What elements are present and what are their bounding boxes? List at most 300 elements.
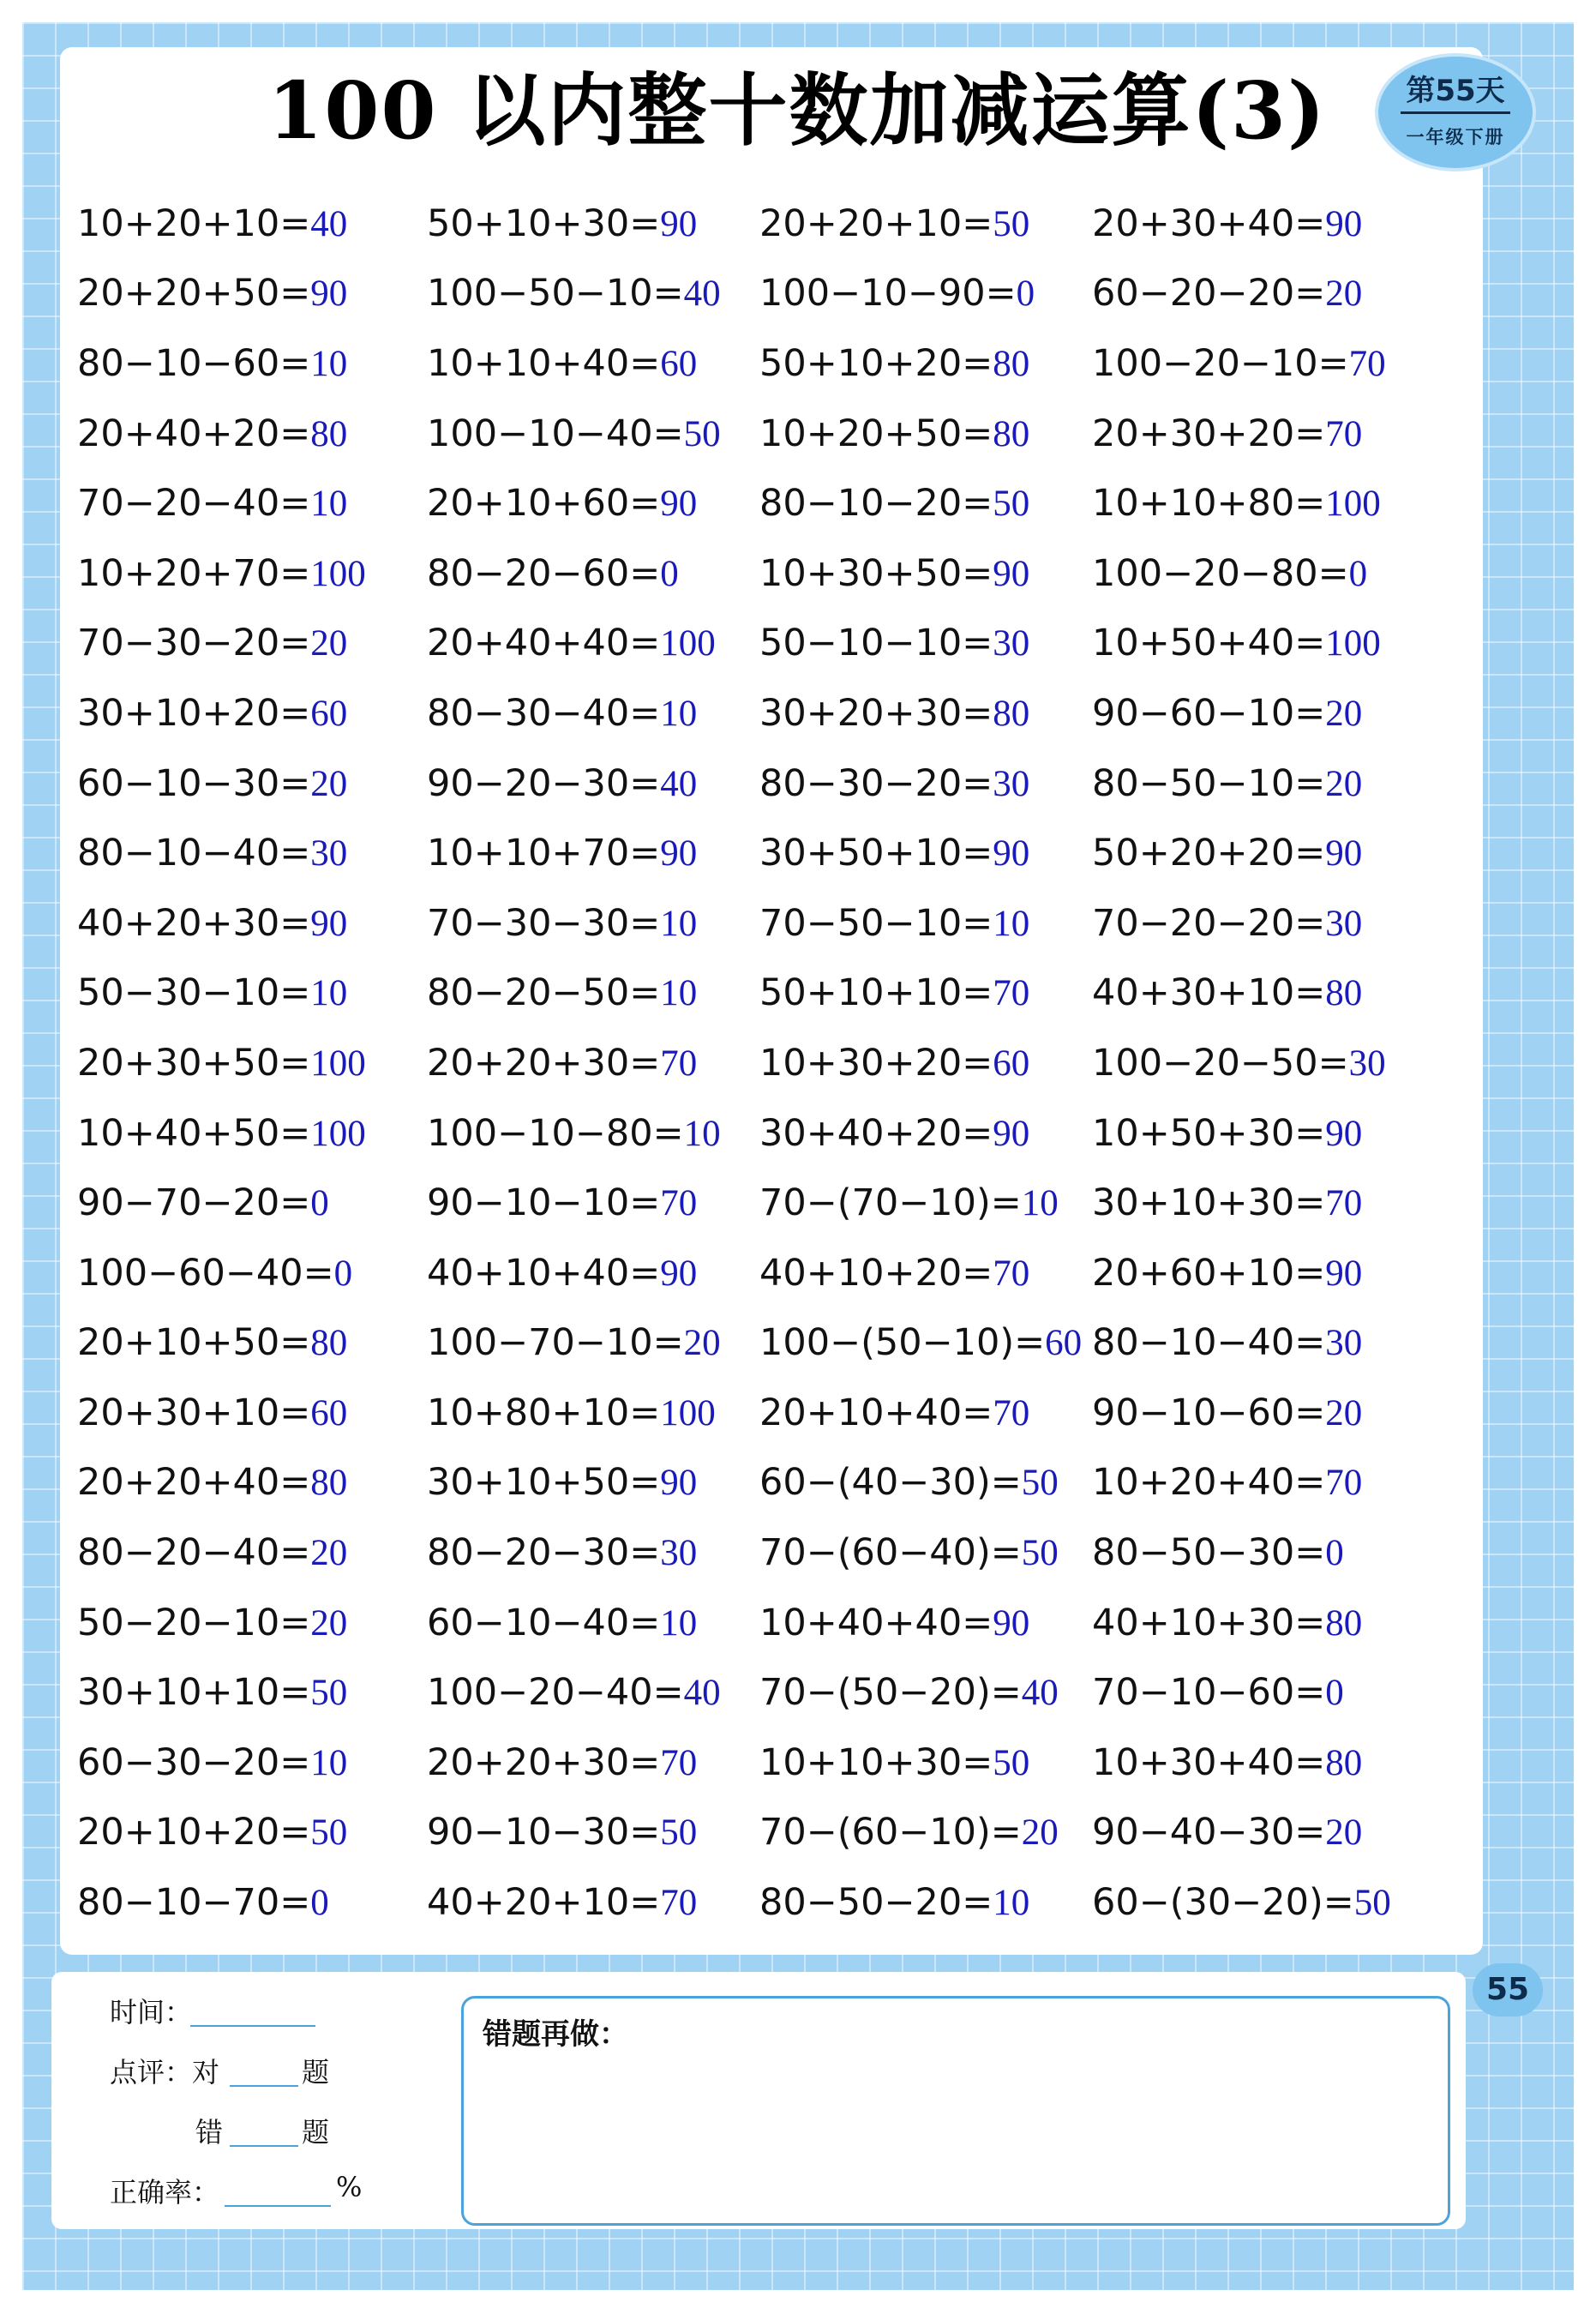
- problem-item: [427, 1741, 770, 1784]
- problem-expression: 10+30+20=: [759, 1041, 993, 1085]
- problem-item: [77, 412, 420, 455]
- problem-item: [759, 832, 1102, 875]
- problem-answer: 80: [310, 1463, 348, 1504]
- time-label: 时间：: [110, 1996, 193, 2029]
- problem-item: [427, 342, 770, 385]
- problem-answer: 80: [993, 413, 1030, 454]
- problem-item: [1092, 1321, 1435, 1364]
- problem-answer: 0: [1325, 1673, 1344, 1714]
- accuracy-label: 正确率：: [110, 2176, 220, 2209]
- problem-row: [77, 1728, 1449, 1798]
- problem-item: [77, 272, 420, 315]
- problem-expression: 30+50+10=: [759, 832, 993, 875]
- problem-answer: 80: [993, 343, 1030, 384]
- problem-answer: 60: [660, 343, 698, 384]
- problem-row: [77, 468, 1449, 538]
- problem-expression: 80−50−30=: [1092, 1531, 1326, 1575]
- problem-item: [77, 1042, 420, 1085]
- problem-expression: 10+40+50=: [77, 1111, 311, 1155]
- problem-answer: 70: [993, 1253, 1030, 1294]
- problem-item: [1092, 1252, 1435, 1295]
- problem-expression: 20+20+10=: [759, 201, 993, 245]
- problem-item: [77, 1461, 420, 1504]
- problem-answer: 0: [310, 1183, 329, 1224]
- problem-item: [77, 482, 420, 525]
- problem-expression: 90−10−60=: [1092, 1391, 1326, 1434]
- problem-answer: 50: [1021, 1533, 1059, 1574]
- problem-answer: 40: [660, 763, 698, 804]
- problem-item: [77, 692, 420, 735]
- problem-answer: 70: [660, 1883, 698, 1924]
- problem-expression: 80−20−60=: [427, 551, 661, 595]
- problem-answer: 90: [660, 1463, 698, 1504]
- problem-answer: 50: [1353, 1883, 1391, 1924]
- problem-expression: 30+20+30=: [759, 691, 993, 735]
- problem-item: [759, 692, 1102, 735]
- problem-answer: 30: [1325, 1323, 1363, 1364]
- problem-answer: 100: [310, 553, 366, 594]
- problem-item: [759, 902, 1102, 945]
- problem-item: [759, 1461, 1102, 1504]
- problem-answer: 20: [1325, 763, 1363, 804]
- problem-item: [77, 1741, 420, 1784]
- problem-expression: 100−(50−10)=: [759, 1321, 1046, 1365]
- problem-item: [1092, 1181, 1435, 1224]
- problem-grid: [77, 189, 1449, 1938]
- problem-item: [427, 202, 770, 245]
- problem-answer: 30: [660, 1533, 698, 1574]
- problem-item: [759, 342, 1102, 385]
- time-blank[interactable]: [190, 2025, 315, 2027]
- problem-item: [1092, 762, 1435, 805]
- problem-expression: 10+20+40=: [1092, 1461, 1326, 1505]
- problem-answer: 0: [1348, 553, 1368, 594]
- problem-expression: 100−10−40=: [427, 412, 684, 455]
- problem-expression: 50+10+30=: [427, 201, 661, 245]
- problem-expression: 70−(50−20)=: [759, 1671, 1022, 1715]
- problem-expression: 30+10+30=: [1092, 1181, 1326, 1225]
- problem-expression: 100−20−50=: [1092, 1041, 1349, 1085]
- problem-expression: 30+10+20=: [77, 691, 311, 735]
- problem-answer: 30: [993, 623, 1030, 664]
- problem-item: [759, 1391, 1102, 1434]
- problem-answer: 10: [660, 693, 698, 734]
- problem-answer: 10: [993, 903, 1030, 944]
- problem-answer: 0: [660, 553, 679, 594]
- problem-answer: 10: [660, 1602, 698, 1644]
- problem-answer: 50: [993, 203, 1030, 244]
- problem-item: [427, 1042, 770, 1085]
- problem-item: [759, 1602, 1102, 1644]
- problem-answer: 60: [310, 693, 348, 734]
- problem-item: [77, 1671, 420, 1714]
- problem-item: [1092, 1531, 1435, 1574]
- problem-answer: 30: [1325, 903, 1363, 944]
- problem-expression: 80−20−50=: [427, 971, 661, 1015]
- problem-answer: 100: [310, 1113, 366, 1154]
- problem-item: [427, 552, 770, 595]
- problem-item: [759, 1252, 1102, 1295]
- problem-item: [77, 202, 420, 245]
- problem-item: [759, 1112, 1102, 1155]
- problem-answer: 90: [310, 273, 348, 315]
- problem-item: [427, 1181, 770, 1224]
- problem-answer: 40: [683, 273, 721, 315]
- problem-answer: 70: [660, 1183, 698, 1224]
- problem-item: [759, 1741, 1102, 1784]
- problem-answer: 10: [310, 1742, 348, 1783]
- problem-answer: 20: [1325, 1392, 1363, 1433]
- problem-answer: 0: [1325, 1533, 1344, 1574]
- problem-expression: 70−(60−40)=: [759, 1531, 1022, 1575]
- problem-row: [77, 1798, 1449, 1868]
- wrong-unit: 题: [302, 2116, 330, 2149]
- wrong-label: 错: [195, 2116, 224, 2149]
- problem-item: [1092, 1461, 1435, 1504]
- problem-expression: 80−10−20=: [759, 482, 993, 526]
- problem-row: [77, 1098, 1449, 1169]
- problem-expression: 100−60−40=: [77, 1251, 334, 1295]
- problem-answer: 70: [993, 1392, 1030, 1433]
- problem-item: [759, 1881, 1102, 1924]
- review-label: 点评：对: [110, 2056, 220, 2089]
- problem-expression: 80−10−40=: [1092, 1321, 1326, 1365]
- problem-answer: 30: [310, 833, 348, 875]
- problem-item: [427, 272, 770, 315]
- problem-answer: 10: [660, 973, 698, 1014]
- problem-answer: 90: [660, 1253, 698, 1294]
- problem-answer: 10: [310, 343, 348, 384]
- problem-expression: 50+10+20=: [759, 341, 993, 385]
- problem-item: [1092, 1811, 1435, 1854]
- problem-item: [759, 1181, 1102, 1224]
- problem-item: [77, 971, 420, 1014]
- problem-row: [77, 609, 1449, 679]
- problem-row: [77, 1588, 1449, 1658]
- problem-expression: 20+30+10=: [77, 1391, 311, 1434]
- problem-item: [427, 482, 770, 525]
- problem-expression: 60−10−30=: [77, 761, 311, 805]
- problem-row: [77, 678, 1449, 748]
- problem-item: [427, 1531, 770, 1574]
- problem-expression: 40+20+10=: [427, 1881, 661, 1925]
- problem-item: [427, 1461, 770, 1504]
- problem-answer: 60: [310, 1392, 348, 1433]
- problem-answer: 90: [1325, 833, 1363, 875]
- problem-answer: 80: [1325, 973, 1363, 1014]
- problem-expression: 100−50−10=: [427, 272, 684, 316]
- problem-answer: 40: [310, 203, 348, 244]
- problem-answer: 70: [660, 1742, 698, 1783]
- problem-expression: 70−20−40=: [77, 482, 311, 526]
- problem-item: [1092, 1112, 1435, 1155]
- problem-answer: 50: [993, 1742, 1030, 1783]
- day-label: 第55天: [1406, 74, 1505, 108]
- problem-answer: 90: [660, 203, 698, 244]
- problem-item: [77, 622, 420, 664]
- problem-answer: 90: [993, 833, 1030, 875]
- problem-answer: 20: [310, 1533, 348, 1574]
- badge-divider: [1401, 111, 1510, 114]
- problem-expression: 70−30−20=: [77, 622, 311, 665]
- problem-expression: 80−30−20=: [759, 761, 993, 805]
- problem-answer: 80: [1325, 1742, 1363, 1783]
- problem-expression: 20+10+60=: [427, 482, 661, 526]
- problem-item: [427, 1252, 770, 1295]
- percent-sign: %: [336, 2171, 363, 2203]
- problem-expression: 90−40−30=: [1092, 1811, 1326, 1854]
- correct-unit: 题: [302, 2056, 330, 2089]
- grade-label: 一年级下册: [1406, 127, 1505, 147]
- problem-expression: 10+20+50=: [759, 412, 993, 455]
- problem-expression: 10+10+70=: [427, 832, 661, 875]
- problem-expression: 60−(40−30)=: [759, 1461, 1022, 1505]
- problem-answer: 20: [310, 1602, 348, 1644]
- problem-answer: 100: [310, 1043, 366, 1084]
- problem-expression: 10+80+10=: [427, 1391, 661, 1434]
- problem-answer: 20: [683, 1323, 721, 1364]
- problem-item: [427, 1811, 770, 1854]
- problem-item: [427, 1321, 770, 1364]
- problem-row: [77, 1657, 1449, 1728]
- problem-row: [77, 818, 1449, 888]
- problem-expression: 90−60−10=: [1092, 691, 1326, 735]
- problem-expression: 90−10−30=: [427, 1811, 661, 1854]
- problem-answer: 70: [1348, 343, 1386, 384]
- problem-item: [427, 902, 770, 945]
- problem-item: [1092, 1602, 1435, 1644]
- problem-expression: 50+10+10=: [759, 971, 993, 1015]
- accuracy-blank[interactable]: [225, 2205, 331, 2207]
- problem-item: [77, 902, 420, 945]
- problem-expression: 10+20+10=: [77, 201, 311, 245]
- problem-answer: 80: [1325, 1602, 1363, 1644]
- problem-item: [759, 971, 1102, 1014]
- problem-expression: 70−20−20=: [1092, 901, 1326, 945]
- problem-row: [77, 1378, 1449, 1448]
- problem-answer: 90: [993, 553, 1030, 594]
- problem-item: [759, 622, 1102, 664]
- problem-expression: 90−20−30=: [427, 761, 661, 805]
- problem-answer: 80: [310, 1323, 348, 1364]
- problem-expression: 20+30+40=: [1092, 201, 1326, 245]
- problem-item: [759, 272, 1102, 315]
- problem-item: [77, 1881, 420, 1924]
- problem-expression: 70−50−10=: [759, 901, 993, 945]
- problem-item: [77, 1811, 420, 1854]
- problem-answer: 10: [310, 484, 348, 525]
- problem-item: [427, 1112, 770, 1155]
- problem-item: [1092, 412, 1435, 455]
- problem-row: [77, 399, 1449, 469]
- problem-expression: 40+10+20=: [759, 1251, 993, 1295]
- problem-expression: 100−70−10=: [427, 1321, 684, 1365]
- problem-item: [77, 552, 420, 595]
- problem-expression: 20+10+50=: [77, 1321, 311, 1365]
- problem-expression: 60−20−20=: [1092, 272, 1326, 316]
- problem-answer: 20: [1325, 273, 1363, 315]
- problem-answer: 40: [1021, 1673, 1059, 1714]
- problem-answer: 20: [1021, 1812, 1059, 1854]
- problem-answer: 10: [683, 1113, 721, 1154]
- problem-expression: 50−30−10=: [77, 971, 311, 1015]
- problem-expression: 100−10−90=: [759, 272, 1017, 316]
- problem-answer: 10: [310, 973, 348, 1014]
- problem-expression: 10+50+40=: [1092, 622, 1326, 665]
- problem-expression: 50+20+20=: [1092, 832, 1326, 875]
- problem-expression: 80−50−20=: [759, 1881, 993, 1925]
- problem-expression: 70−30−30=: [427, 901, 661, 945]
- problem-expression: 30+40+20=: [759, 1111, 993, 1155]
- problem-item: [759, 1321, 1102, 1364]
- problem-answer: 10: [993, 1883, 1030, 1924]
- redo-title: 错题再做：: [483, 2017, 628, 2052]
- problem-row: [77, 328, 1449, 399]
- problem-answer: 90: [993, 1602, 1030, 1644]
- problem-item: [1092, 832, 1435, 875]
- problem-answer: 100: [1325, 484, 1381, 525]
- problem-answer: 50: [993, 484, 1030, 525]
- problem-item: [77, 832, 420, 875]
- problem-answer: 20: [310, 763, 348, 804]
- problem-expression: 40+10+30=: [1092, 1601, 1326, 1644]
- problem-answer: 90: [660, 833, 698, 875]
- problem-expression: 50−20−10=: [77, 1601, 311, 1644]
- problem-item: [1092, 482, 1435, 525]
- problem-item: [1092, 971, 1435, 1014]
- problem-item: [1092, 902, 1435, 945]
- problem-expression: 20+20+50=: [77, 272, 311, 316]
- problem-expression: 60−30−20=: [77, 1740, 311, 1784]
- problem-expression: 70−(60−10)=: [759, 1811, 1022, 1854]
- problem-expression: 60−10−40=: [427, 1601, 661, 1644]
- problem-item: [1092, 552, 1435, 595]
- problem-item: [77, 342, 420, 385]
- problem-expression: 100−20−40=: [427, 1671, 684, 1715]
- problem-row: [77, 1518, 1449, 1588]
- problem-item: [427, 1671, 770, 1714]
- problem-expression: 20+60+10=: [1092, 1251, 1326, 1295]
- problem-answer: 100: [660, 1392, 716, 1433]
- problem-item: [427, 622, 770, 664]
- problem-item: [759, 1811, 1102, 1854]
- page-number: 55: [1473, 1963, 1543, 2016]
- problem-expression: 10+30+40=: [1092, 1740, 1326, 1784]
- problem-item: [759, 762, 1102, 805]
- correct-count-blank[interactable]: [230, 2085, 298, 2087]
- wrong-count-blank[interactable]: [230, 2145, 298, 2147]
- problem-answer: 70: [1325, 1183, 1363, 1224]
- problem-answer: 10: [1021, 1183, 1059, 1224]
- problem-expression: 20+10+40=: [759, 1391, 993, 1434]
- problem-answer: 50: [310, 1812, 348, 1854]
- problem-expression: 20+40+20=: [77, 412, 311, 455]
- problem-answer: 70: [1325, 1463, 1363, 1504]
- page-title: 100 以内整十数加减运算(3): [267, 64, 1327, 157]
- problem-expression: 10+10+40=: [427, 341, 661, 385]
- problem-row: [77, 538, 1449, 609]
- problem-expression: 20+30+20=: [1092, 412, 1326, 455]
- problem-expression: 80−50−10=: [1092, 761, 1326, 805]
- problem-item: [77, 762, 420, 805]
- problem-expression: 30+10+10=: [77, 1671, 311, 1715]
- problem-item: [77, 1602, 420, 1644]
- problem-item: [759, 1042, 1102, 1085]
- problem-expression: 80−20−30=: [427, 1531, 661, 1575]
- problem-answer: 90: [993, 1113, 1030, 1154]
- problem-answer: 40: [683, 1673, 721, 1714]
- problem-item: [1092, 1042, 1435, 1085]
- problem-answer: 50: [683, 413, 721, 454]
- problem-item: [1092, 202, 1435, 245]
- problem-expression: 10+40+40=: [759, 1601, 993, 1644]
- problem-answer: 20: [1325, 693, 1363, 734]
- problem-expression: 20+20+30=: [427, 1041, 661, 1085]
- problem-answer: 60: [993, 1043, 1030, 1084]
- problem-item: [1092, 1741, 1435, 1784]
- problem-expression: 30+10+50=: [427, 1461, 661, 1505]
- problem-answer: 90: [660, 484, 698, 525]
- problem-item: [427, 412, 770, 455]
- problem-item: [1092, 692, 1435, 735]
- problem-item: [427, 1881, 770, 1924]
- problem-item: [427, 762, 770, 805]
- problem-item: [77, 1112, 420, 1155]
- problem-answer: 10: [660, 903, 698, 944]
- problem-item: [759, 202, 1102, 245]
- problem-item: [759, 482, 1102, 525]
- problem-answer: 50: [1021, 1463, 1059, 1504]
- problem-item: [77, 1531, 420, 1574]
- problem-item: [427, 1391, 770, 1434]
- problem-answer: 80: [993, 693, 1030, 734]
- problem-expression: 80−10−60=: [77, 341, 311, 385]
- problem-expression: 80−10−70=: [77, 1881, 311, 1925]
- problem-answer: 90: [1325, 1113, 1363, 1154]
- problem-answer: 20: [1325, 1812, 1363, 1854]
- problem-expression: 10+10+30=: [759, 1740, 993, 1784]
- problem-expression: 20+40+40=: [427, 622, 661, 665]
- day-badge: [1378, 57, 1533, 168]
- problem-expression: 60−(30−20)=: [1092, 1881, 1354, 1925]
- problem-answer: 100: [660, 623, 716, 664]
- problem-expression: 20+10+20=: [77, 1811, 311, 1854]
- problem-row: [77, 1448, 1449, 1518]
- problem-item: [759, 412, 1102, 455]
- problem-answer: 60: [1045, 1323, 1083, 1364]
- problem-row: [77, 748, 1449, 819]
- problem-expression: 10+20+70=: [77, 551, 311, 595]
- problem-expression: 10+10+80=: [1092, 482, 1326, 526]
- problem-expression: 80−30−40=: [427, 691, 661, 735]
- problem-expression: 50−10−10=: [759, 622, 993, 665]
- problem-answer: 0: [333, 1253, 353, 1294]
- problem-expression: 70−(70−10)=: [759, 1181, 1022, 1225]
- problem-expression: 20+20+40=: [77, 1461, 311, 1505]
- problem-answer: 80: [310, 413, 348, 454]
- problem-answer: 70: [660, 1043, 698, 1084]
- redo-box[interactable]: [461, 1996, 1450, 2226]
- problem-item: [1092, 1671, 1435, 1714]
- problem-row: [77, 189, 1449, 259]
- problem-answer: 70: [1325, 413, 1363, 454]
- problem-answer: 50: [660, 1812, 698, 1854]
- problem-answer: 50: [310, 1673, 348, 1714]
- problem-expression: 70−10−60=: [1092, 1671, 1326, 1715]
- problem-item: [77, 1252, 420, 1295]
- problem-item: [77, 1321, 420, 1364]
- problem-item: [77, 1391, 420, 1434]
